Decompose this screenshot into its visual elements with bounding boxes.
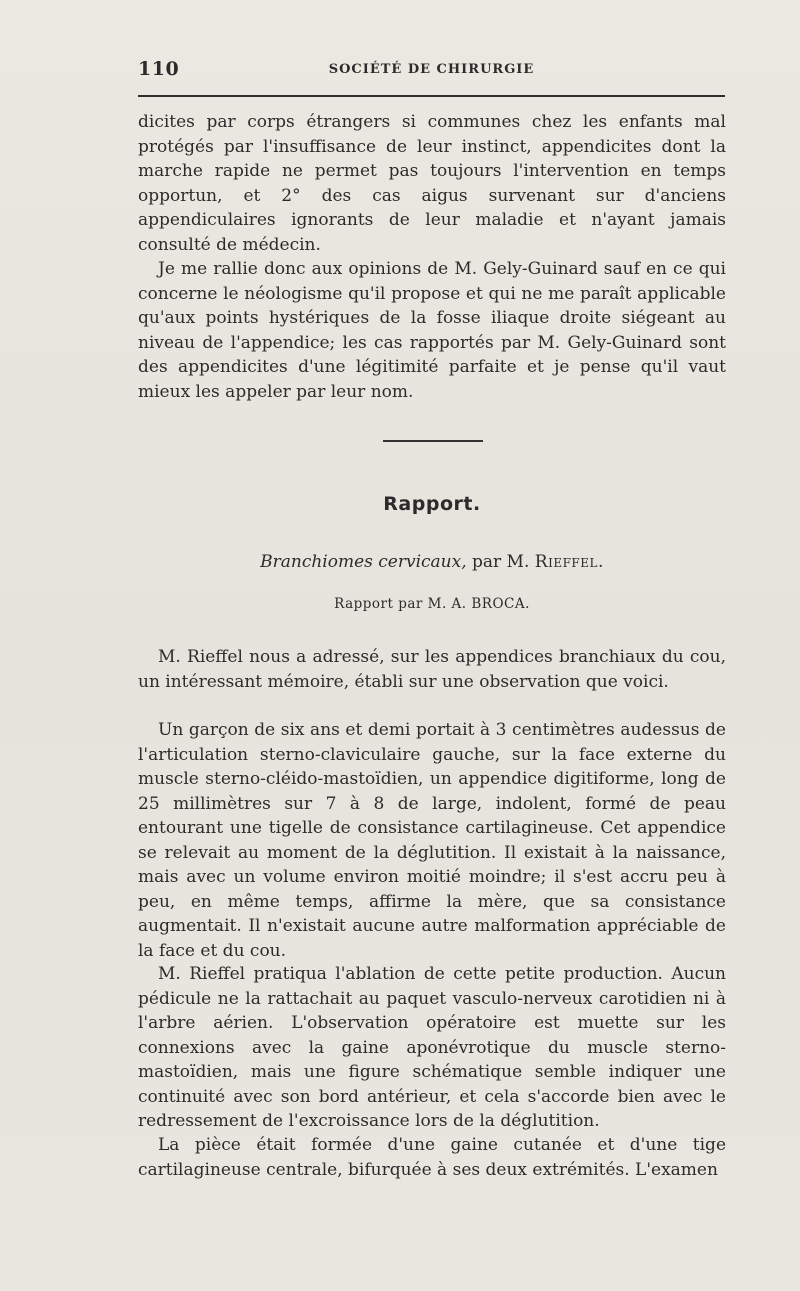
section-title: Rapport. [383, 493, 481, 515]
paragraph-opinion: Je me rallie donc aux opinions de M. Gely-Guinard sauf en ce qui concerne le néologisme qu'il propose et qui ne me paraît applicable qu'aux points hystériques de la fosse iliaque droite siégeant au niveau de l'appendice; les cas rapportés par M. Gely-Guinard sont des appendicites d'une légitimité parfaite et je pense qu'il vaut mieux les appeler par leur nom. [138, 259, 726, 402]
paragraph-continuation: dicites par corps étrangers si communes chez les enfants mal protégés par l'insuffisance de leur instinct, appendicites dont la marche rapide ne permet pas toujours l'intervention en temps opportun, et 2° des cas aigus survenant sur d'anciens appendiculaires ignorants de leur maladie et n'ayant jamais consulté de médecin. [138, 112, 726, 255]
report-byline: Rapport par M. A. BROCA. [334, 596, 530, 612]
running-head: SOCIÉTÉ DE CHIRURGIE [328, 62, 535, 77]
page-number: 110 [138, 58, 180, 80]
article-author: Rieffel. [534, 552, 604, 572]
paragraph-operation: M. Rieffel pratiqua l'ablation de cette petite production. Aucun pédicule ne la rattachait au paquet vasculo-nerveux carotidien ni à l'arbre aérien. L'observation opératoire est muette sur les connexions avec la gaine aponévrotique du muscle sterno-mastoïdien, mais une figure schématique semble indiquer une continuité avec son bord antérieur, et cela s'accorde bien avec le redressement de l'excroissance lors de la déglutition. [138, 964, 726, 1131]
paragraph-case: Un garçon de six ans et demi portait à 3 centimètres audessus de l'articulation sterno-claviculaire gauche, sur la face externe du muscle sterno-cléido-mastoïdien, un appendice digitiforme, long de 25 millimètres sur 7 à 8 de large, indolent, formé de peau entourant une tigelle de consistance cartilagineuse. Cet appendice se relevait au moment de la déglutition. Il existait à la naissance, mais avec un volume environ moitié moindre; il s'est accru peu à peu, en même temps, affirme la mère, que sa consistance augmentait. Il n'existait aucune autre malformation appréciable de la face et du cou. [138, 720, 726, 961]
article-title [138, 552, 726, 572]
article-title-by: par M. [466, 552, 535, 572]
article-title-text: Branchiomes cervicaux, [260, 552, 467, 572]
paragraph-specimen: La pièce était formée d'une gaine cutanée et d'une tige cartilagineuse centrale, bifurquée à ses deux extrémités. L'examen [138, 1135, 726, 1180]
paragraph-intro: M. Rieffel nous a adressé, sur les appendices branchiaux du cou, un intéressant mémoire, établi sur une observation que voici. [138, 647, 726, 692]
page-header [138, 56, 725, 84]
section-separator [383, 440, 483, 442]
header-rule [138, 95, 725, 97]
